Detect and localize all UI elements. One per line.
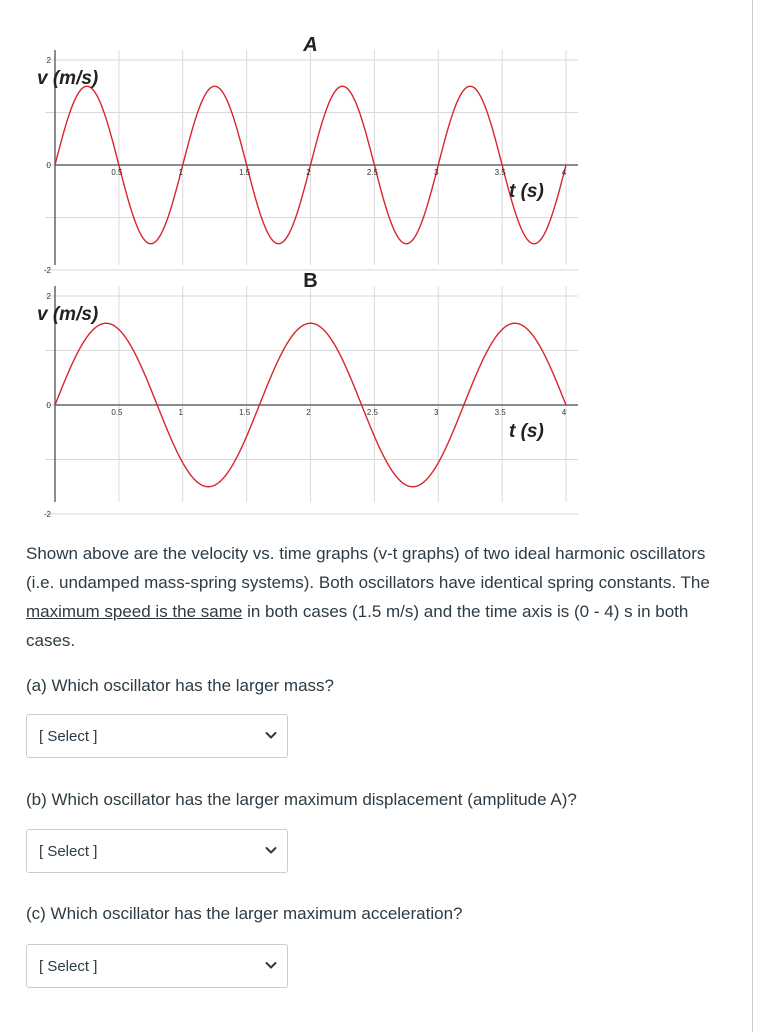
chevron-down-icon (263, 957, 279, 973)
graph-b-x-tick: 2 (306, 408, 311, 417)
graph-b-y-tick-zero: 0 (46, 401, 51, 410)
select-part-c[interactable] (26, 944, 288, 988)
graph-a-svg (0, 34, 600, 280)
question-intro (26, 539, 726, 655)
part-a-text: (a) Which oscillator has the larger mass? (26, 676, 335, 695)
graph-b-y-tick-min: -2 (43, 510, 51, 519)
select-part-b[interactable] (26, 829, 288, 873)
chevron-down-icon (263, 727, 279, 743)
graph-a-x-tick: 1.5 (239, 168, 251, 177)
part-c-text: (c) Which oscillator has the larger maximum acceleration? (26, 904, 463, 923)
graph-b-y-tick-max: 2 (46, 292, 51, 301)
graph-b-svg (0, 270, 600, 519)
graph-a-y-tick-max: 2 (46, 56, 51, 65)
graph-a-x-tick: 3.5 (494, 168, 506, 177)
graph-b-title: B (303, 270, 318, 292)
question-part-c (26, 899, 726, 928)
chevron-down-icon (263, 842, 279, 858)
graph-b-x-tick: 4 (561, 408, 567, 417)
intro-underlined-text: maximum speed is the same (26, 602, 243, 621)
graph-b-x-tick: 3 (434, 408, 439, 417)
graph-a-x-tick: 0.5 (111, 168, 123, 177)
graph-a-y-tick-min: -2 (43, 266, 51, 275)
select-part-a-value: [ Select ] (39, 727, 98, 745)
select-part-b-value: [ Select ] (39, 842, 98, 860)
graph-a-x-tick: 2 (306, 168, 311, 177)
graph-b-x-tick: 0.5 (111, 408, 123, 417)
graph-a-x-axis-label: t (s) (509, 181, 544, 202)
graph-b-x-axis-label: t (s) (509, 421, 544, 442)
graph-a-y-axis-label: v (m/s) (37, 68, 99, 89)
graph-a-title: A (303, 34, 318, 56)
graph-b (0, 270, 600, 519)
select-part-a[interactable] (26, 714, 288, 758)
graph-a-x-tick: 3 (434, 168, 439, 177)
select-part-c-value: [ Select ] (39, 957, 98, 975)
graph-b-x-tick: 1.5 (239, 408, 251, 417)
graph-a-x-tick: 2.5 (366, 168, 378, 177)
graph-a (0, 34, 600, 280)
question-part-a (26, 671, 726, 700)
question-part-b (26, 785, 726, 814)
graph-a-y-tick-zero: 0 (46, 161, 51, 170)
intro-text-1: Shown above are the velocity vs. time graphs (v-t graphs) of two ideal harmonic oscillators (i.e. undamped mass-spring systems). Both oscillators have identical spring constants. The (26, 544, 710, 592)
graph-a-x-tick: 4 (561, 168, 567, 177)
graph-b-y-axis-label: v (m/s) (37, 304, 99, 325)
part-b-text: (b) Which oscillator has the larger maximum displacement (amplitude A)? (26, 790, 577, 809)
graph-a-x-tick: 1 (178, 168, 183, 177)
graph-b-x-tick: 3.5 (494, 408, 506, 417)
graph-b-x-tick: 1 (178, 408, 183, 417)
intro-text-2: in both cases (1.5 m/s) and the time axis is (0 - 4) s in both cases. (26, 602, 689, 650)
graph-b-x-tick: 2.5 (366, 408, 378, 417)
